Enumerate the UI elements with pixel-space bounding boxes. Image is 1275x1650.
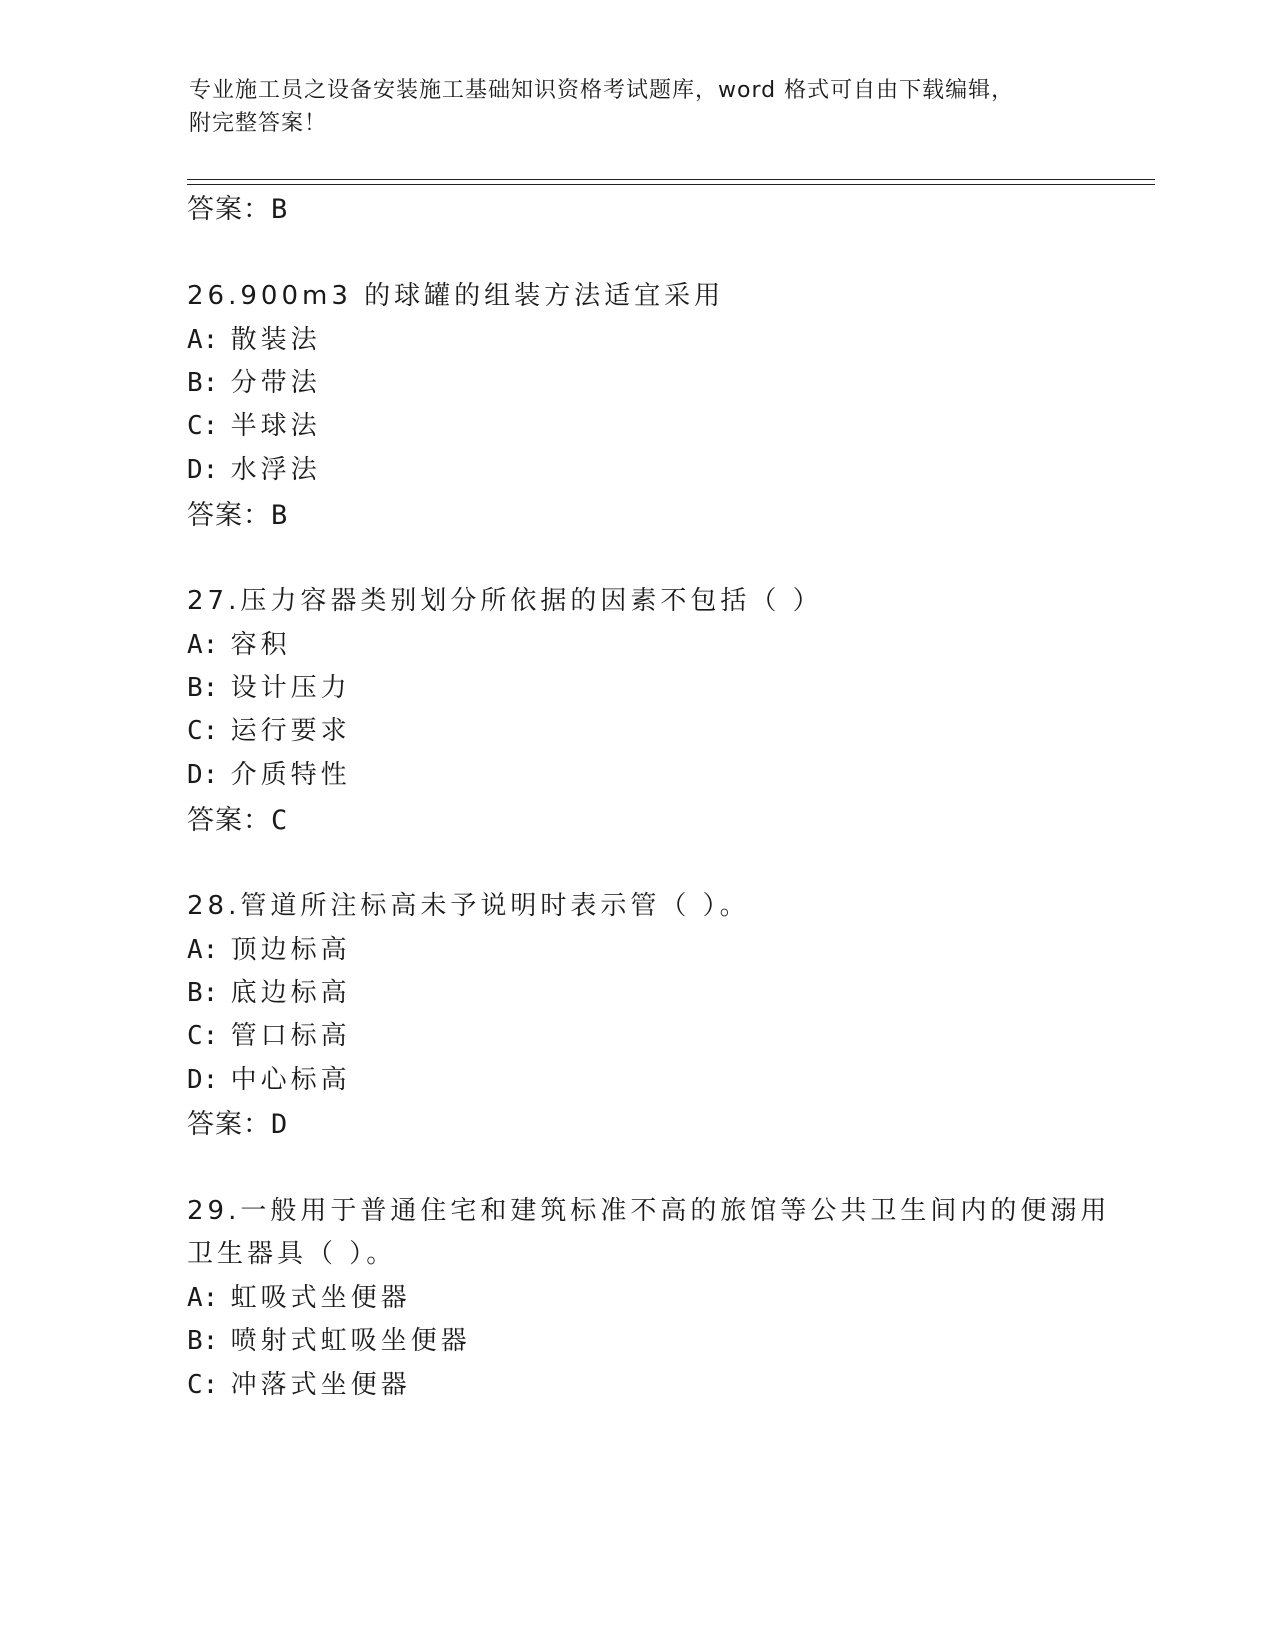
option-b — [187, 667, 351, 704]
option-c — [187, 405, 321, 442]
question-text: 卫生器具（ ）。 — [187, 1239, 397, 1269]
question-29-continued — [187, 1233, 396, 1270]
option-letter: A: — [187, 935, 219, 965]
option-a — [187, 624, 291, 661]
option-a — [187, 929, 351, 966]
option-b — [187, 1320, 471, 1357]
option-letter: C: — [187, 411, 219, 441]
option-text: 半球法 — [230, 411, 321, 441]
option-text: 散装法 — [230, 325, 321, 355]
answer-value: C — [271, 805, 289, 836]
option-text: 冲落式坐便器 — [230, 1370, 411, 1400]
answer-prefix: 答案： — [187, 805, 271, 836]
question-text: 压力容器类别划分所依据的因素不包括（ ） — [240, 586, 823, 616]
option-letter: B: — [187, 673, 219, 703]
option-letter: B: — [187, 978, 219, 1008]
question-number: 27. — [187, 586, 241, 616]
option-letter: D: — [187, 455, 219, 485]
option-text: 管口标高 — [230, 1021, 351, 1051]
option-letter: C: — [187, 1021, 219, 1051]
option-letter: B: — [187, 368, 219, 398]
option-text: 中心标高 — [230, 1065, 351, 1095]
option-d — [187, 1059, 351, 1096]
option-a — [187, 1277, 411, 1314]
header-divider-top — [187, 179, 1155, 180]
question-number: 26. — [187, 281, 241, 311]
question-29 — [187, 1190, 1110, 1227]
answer-prefix: 答案： — [187, 500, 271, 531]
document-header — [189, 74, 1089, 140]
option-a — [187, 319, 321, 356]
answer-prefix: 答案： — [187, 1109, 271, 1140]
answer-value: B — [271, 194, 289, 225]
answer-line — [187, 493, 288, 532]
option-text: 设计压力 — [230, 673, 351, 703]
answer-value: D — [271, 1109, 289, 1140]
question-26 — [187, 275, 724, 312]
question-text: 一般用于普通住宅和建筑标准不高的旅馆等公共卫生间内的便溺用 — [240, 1196, 1111, 1226]
option-b — [187, 362, 321, 399]
option-letter: A: — [187, 325, 219, 355]
option-text: 喷射式虹吸坐便器 — [230, 1326, 471, 1356]
question-number: 28. — [187, 891, 241, 921]
option-text: 虹吸式坐便器 — [230, 1283, 411, 1313]
header-line-1: 专业施工员之设备安装施工基础知识资格考试题库，word 格式可自由下载编辑， — [189, 78, 1015, 103]
question-28 — [187, 885, 750, 922]
option-text: 水浮法 — [230, 455, 321, 485]
option-letter: D: — [187, 760, 219, 790]
option-text: 分带法 — [230, 368, 321, 398]
answer-line — [187, 798, 288, 837]
option-letter: D: — [187, 1065, 219, 1095]
option-text: 介质特性 — [230, 760, 351, 790]
answer-line — [187, 187, 288, 226]
answer-value: B — [271, 500, 289, 531]
header-divider-bottom — [187, 184, 1155, 185]
option-c — [187, 1364, 411, 1401]
option-text: 底边标高 — [230, 978, 351, 1008]
option-d — [187, 754, 351, 791]
answer-prefix: 答案： — [187, 194, 271, 225]
question-text: 900m3 的球罐的组装方法适宜采用 — [240, 281, 725, 311]
question-27 — [187, 580, 823, 617]
option-letter: A: — [187, 1283, 219, 1313]
option-text: 顶边标高 — [230, 935, 351, 965]
option-text: 运行要求 — [230, 716, 351, 746]
option-c — [187, 710, 351, 747]
answer-line — [187, 1102, 288, 1141]
option-letter: B: — [187, 1326, 219, 1356]
option-letter: C: — [187, 716, 219, 746]
question-number: 29. — [187, 1196, 241, 1226]
option-letter: C: — [187, 1370, 219, 1400]
option-d — [187, 449, 321, 486]
option-c — [187, 1015, 351, 1052]
option-text: 容积 — [230, 630, 291, 660]
question-text: 管道所注标高未予说明时表示管（ ）。 — [240, 891, 750, 921]
option-b — [187, 972, 351, 1009]
option-letter: A: — [187, 630, 219, 660]
header-line-2: 附完整答案！ — [189, 111, 328, 136]
